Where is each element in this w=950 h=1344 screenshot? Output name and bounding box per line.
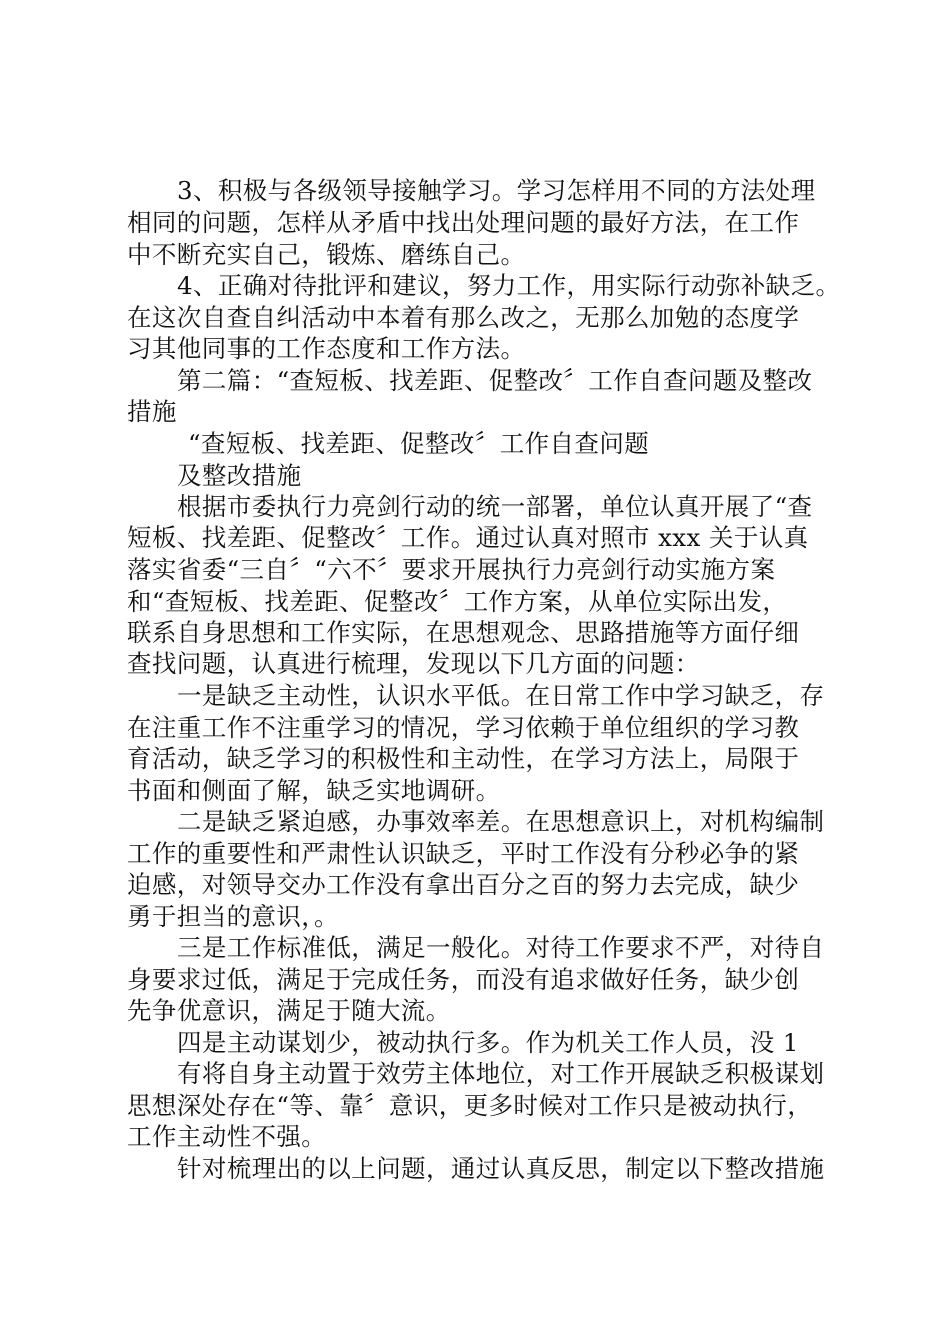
text-line: 二是缺乏紧迫感，办事效率差。在思想意识上，对机构编制 [177, 807, 825, 836]
text-line: 查找问题，认真进行梳理，发现以下几方面的问题： [127, 649, 700, 678]
text-line: 先争优意识，满足于随大流。 [127, 996, 451, 1025]
section-heading: 第二篇：“查短板、找差距、促整改〞工作自查问题及整改 [177, 366, 813, 395]
text-line: 三是工作标准低，满足一般化。对待工作要求不严，对待自 [177, 933, 825, 962]
text-line: 一是缺乏主动性，认识水平低。在日常工作中学习缺乏，存 [177, 681, 825, 710]
section-heading: 措施 [127, 397, 177, 426]
text-line: 相同的问题，怎样从矛盾中找出处理问题的最好方法，在工作 [127, 208, 800, 237]
text-line: 思想深处存在“等、靠〞意识，更多时候对工作只是被动执行， [127, 1091, 813, 1120]
text-line: 针对梳理出的以上问题，通过认真反思，制定以下整改措施 [177, 1154, 825, 1183]
text-line: 4、正确对待批评和建议，努力工作，用实际行动弥补缺乏。 [177, 271, 841, 300]
text-line: 根据市委执行力亮剑行动的统一部署，单位认真开展了“查 [177, 492, 813, 521]
text-line: 勇于担当的意识，。 [127, 902, 339, 931]
text-line: 工作的重要性和严肃性认识缺乏，平时工作没有分秒必争的紧 [127, 839, 800, 868]
text-line: 习其他同事的工作态度和工作方法。 [127, 334, 526, 363]
text-line: 短板、找差距、促整改〞工作。通过认真对照市 xxx 关于认真 [127, 523, 809, 552]
article-title: “查短板、找差距、促整改〞工作自查问题 [188, 429, 650, 458]
text-line: 在注重工作不注重学习的情况，学习依赖于单位组织的学习教 [127, 713, 800, 742]
text-line: 书面和侧面了解，缺乏实地调研。 [127, 776, 501, 805]
text-line: 工作主动性不强。 [127, 1122, 327, 1151]
text-line: 3、积极与各级领导接触学习。学习怎样用不同的方法处理 [177, 176, 816, 205]
text-line: 和“查短板、找差距、促整改〞工作方案，从单位实际出发， [127, 587, 788, 616]
text-line: 联系自身思想和工作实际，在思想观念、思路措施等方面仔细 [127, 618, 800, 647]
text-line: 四是主动谋划少，被动执行多。作为机关工作人员，没 1 [177, 1028, 799, 1057]
text-line: 迫感，对领导交办工作没有拿出百分之百的努力去完成，缺少 [127, 870, 800, 899]
text-line: 落实省委“三自〞“六不〞要求开展执行力亮剑行动实施方案 [127, 555, 776, 584]
text-line: 身要求过低，满足于完成任务，而没有追求做好任务，缺少创 [127, 965, 800, 994]
text-line: 在这次自查自纠活动中本着有那么改之，无那么加勉的态度学 [127, 303, 800, 332]
article-title: 及整改措施 [177, 461, 302, 490]
text-line: 有将自身主动置于效劳主体地位，对工作开展缺乏积极谋划 [177, 1059, 825, 1088]
text-line: 中不断充实自己，锻炼、磨练自己。 [127, 240, 526, 269]
text-line: 育活动，缺乏学习的积极性和主动性，在学习方法上，局限于 [127, 744, 800, 773]
